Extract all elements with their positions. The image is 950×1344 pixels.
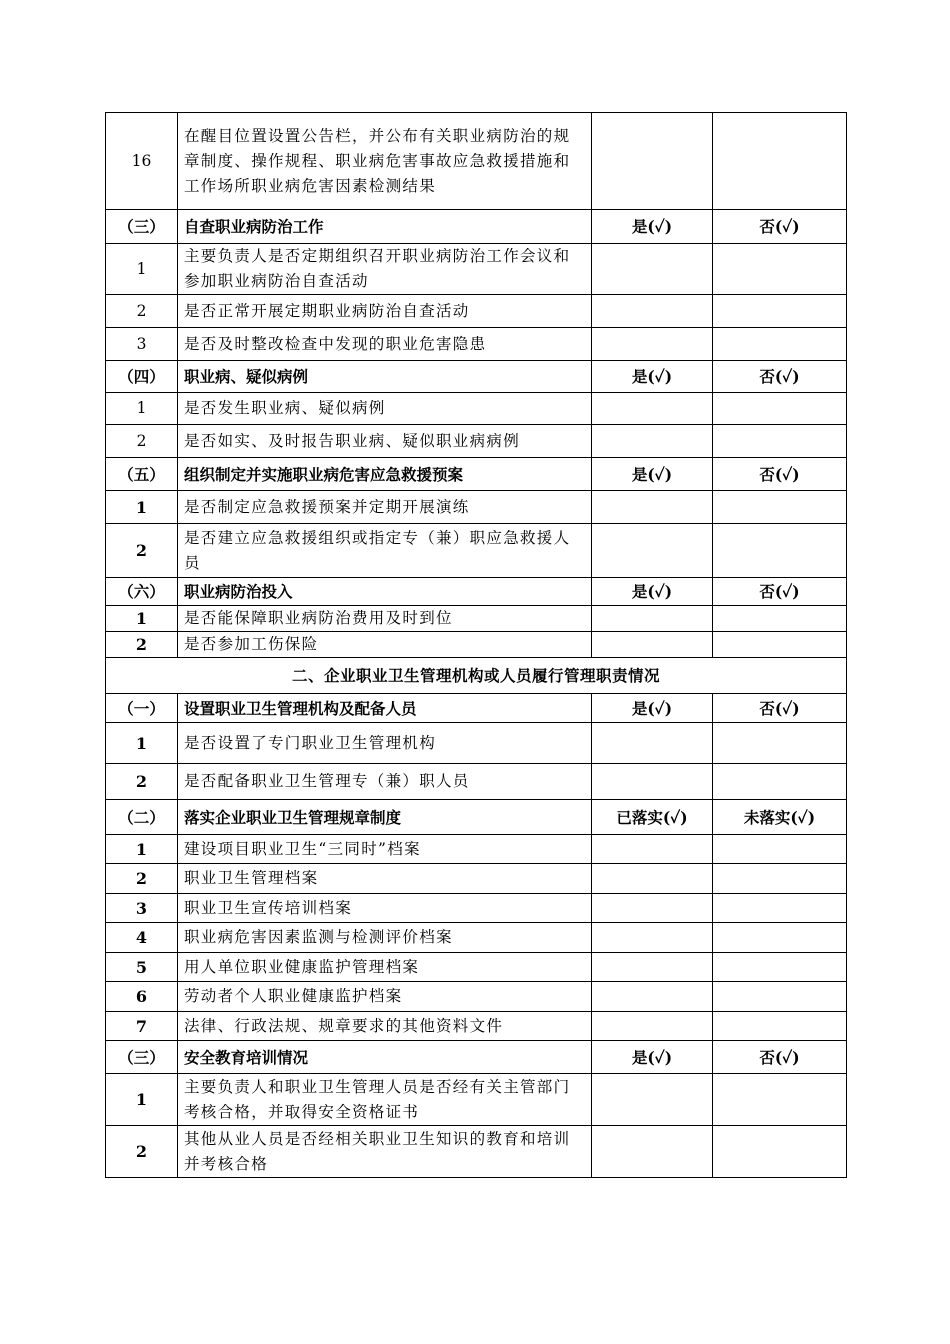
part-title-row	[106, 658, 847, 694]
inspection-table	[105, 112, 847, 1178]
yes-checkbox-cell[interactable]	[592, 393, 713, 425]
yes-checkbox-cell[interactable]	[592, 764, 713, 800]
section-label: （五）	[106, 458, 178, 491]
no-checkbox-cell[interactable]	[713, 524, 847, 578]
item-number: 1	[106, 393, 178, 425]
item-number: 1	[106, 244, 178, 295]
item-text: 主要负责人是否定期组织召开职业病防治工作会议和参加职业病防治自查活动	[178, 244, 592, 295]
yes-checkbox-cell[interactable]	[592, 1012, 713, 1041]
section-label: （三）	[106, 1041, 178, 1074]
yes-checkbox-cell[interactable]	[592, 524, 713, 578]
table-row	[106, 425, 847, 458]
table-row	[106, 1074, 847, 1126]
item-number: 2	[106, 1126, 178, 1178]
table-row	[106, 524, 847, 578]
item-text: 职业病危害因素监测与检测评价档案	[178, 923, 592, 953]
no-checkbox-cell[interactable]	[713, 864, 847, 894]
yes-checkbox-cell[interactable]	[592, 723, 713, 764]
item-number: 2	[106, 295, 178, 328]
no-checkbox-cell[interactable]	[713, 835, 847, 864]
item-text: 是否及时整改检查中发现的职业危害隐患	[178, 328, 592, 361]
yes-column-header: 是(✓)	[592, 694, 713, 723]
no-checkbox-cell[interactable]	[713, 1074, 847, 1126]
section-header-row	[106, 578, 847, 606]
section-title: 自查职业病防治工作	[178, 210, 592, 244]
item-number: 6	[106, 982, 178, 1012]
table-row	[106, 491, 847, 524]
no-checkbox-cell[interactable]	[713, 1126, 847, 1178]
no-checkbox-cell[interactable]	[713, 982, 847, 1012]
no-checkbox-cell[interactable]	[713, 393, 847, 425]
no-checkbox-cell[interactable]	[713, 328, 847, 361]
yes-checkbox-cell[interactable]	[592, 982, 713, 1012]
section-title: 组织制定并实施职业病危害应急救援预案	[178, 458, 592, 491]
no-checkbox-cell[interactable]	[713, 953, 847, 982]
item-text: 是否如实、及时报告职业病、疑似职业病病例	[178, 425, 592, 458]
implemented-column-header: 已落实(✓)	[592, 800, 713, 835]
yes-checkbox-cell[interactable]	[592, 295, 713, 328]
table-row	[106, 835, 847, 864]
item-text: 是否发生职业病、疑似病例	[178, 393, 592, 425]
item-text: 是否建立应急救援组织或指定专（兼）职应急救援人员	[178, 524, 592, 578]
item-text: 其他从业人员是否经相关职业卫生知识的教育和培训并考核合格	[178, 1126, 592, 1178]
table-row	[106, 953, 847, 982]
yes-checkbox-cell[interactable]	[592, 953, 713, 982]
yes-checkbox-cell[interactable]	[592, 835, 713, 864]
no-checkbox-cell[interactable]	[713, 425, 847, 458]
section-title: 安全教育培训情况	[178, 1041, 592, 1074]
item-number: 1	[106, 723, 178, 764]
yes-checkbox-cell[interactable]	[592, 1074, 713, 1126]
yes-column-header: 是(✓)	[592, 210, 713, 244]
table-row	[106, 894, 847, 923]
no-column-header: 否(✓)	[713, 694, 847, 723]
table-row	[106, 864, 847, 894]
no-checkbox-cell[interactable]	[713, 491, 847, 524]
item-text: 是否正常开展定期职业病防治自查活动	[178, 295, 592, 328]
table-row	[106, 393, 847, 425]
item-text: 劳动者个人职业健康监护档案	[178, 982, 592, 1012]
section-header-row	[106, 361, 847, 393]
yes-checkbox-cell[interactable]	[592, 244, 713, 295]
section-header-row	[106, 210, 847, 244]
item-text: 主要负责人和职业卫生管理人员是否经有关主管部门考核合格，并取得安全资格证书	[178, 1074, 592, 1126]
no-checkbox-cell[interactable]	[713, 632, 847, 658]
item-number: 3	[106, 894, 178, 923]
no-checkbox-cell[interactable]	[713, 764, 847, 800]
section-label: （三）	[106, 210, 178, 244]
item-text: 法律、行政法规、规章要求的其他资料文件	[178, 1012, 592, 1041]
yes-checkbox-cell[interactable]	[592, 606, 713, 632]
no-checkbox-cell[interactable]	[713, 244, 847, 295]
section-header-row	[106, 800, 847, 835]
item-number: 1	[106, 491, 178, 524]
part-two-title: 二、企业职业卫生管理机构或人员履行管理职责情况	[106, 658, 847, 694]
section-title: 职业病、疑似病例	[178, 361, 592, 393]
no-checkbox-cell[interactable]	[713, 113, 847, 210]
table-row	[106, 764, 847, 800]
item-text: 是否能保障职业病防治费用及时到位	[178, 606, 592, 632]
section-title: 设置职业卫生管理机构及配备人员	[178, 694, 592, 723]
yes-column-header: 是(✓)	[592, 361, 713, 393]
section-label: （二）	[106, 800, 178, 835]
item-number: 5	[106, 953, 178, 982]
item-number: 1	[106, 1074, 178, 1126]
table-row	[106, 632, 847, 658]
item-number: 2	[106, 764, 178, 800]
not-implemented-column-header: 未落实(✓)	[713, 800, 847, 835]
no-checkbox-cell[interactable]	[713, 894, 847, 923]
section-header-row	[106, 458, 847, 491]
table-row	[106, 328, 847, 361]
yes-checkbox-cell[interactable]	[592, 113, 713, 210]
yes-column-header: 是(✓)	[592, 458, 713, 491]
item-number: 3	[106, 328, 178, 361]
section-label: （六）	[106, 578, 178, 606]
section-label: （四）	[106, 361, 178, 393]
section-title: 落实企业职业卫生管理规章制度	[178, 800, 592, 835]
no-column-header: 否(✓)	[713, 210, 847, 244]
yes-column-header: 是(✓)	[592, 1041, 713, 1074]
table-row	[106, 244, 847, 295]
item-text: 建设项目职业卫生“三同时”档案	[178, 835, 592, 864]
table-row	[106, 923, 847, 953]
no-column-header: 否(✓)	[713, 458, 847, 491]
section-label: （一）	[106, 694, 178, 723]
section-header-row	[106, 1041, 847, 1074]
no-column-header: 否(✓)	[713, 361, 847, 393]
item-number: 7	[106, 1012, 178, 1041]
yes-checkbox-cell[interactable]	[592, 632, 713, 658]
item-number: 1	[106, 606, 178, 632]
table-row	[106, 606, 847, 632]
item-number: 4	[106, 923, 178, 953]
item-text: 是否设置了专门职业卫生管理机构	[178, 723, 592, 764]
item-text: 在醒目位置设置公告栏，并公布有关职业病防治的规章制度、操作规程、职业病危害事故应急救援措施和工作场所职业病危害因素检测结果	[178, 113, 592, 210]
item-text: 职业卫生管理档案	[178, 864, 592, 894]
no-checkbox-cell[interactable]	[713, 1012, 847, 1041]
yes-checkbox-cell[interactable]	[592, 425, 713, 458]
table-row	[106, 295, 847, 328]
yes-checkbox-cell[interactable]	[592, 328, 713, 361]
item-number: 2	[106, 632, 178, 658]
no-checkbox-cell[interactable]	[713, 923, 847, 953]
table-row	[106, 1012, 847, 1041]
yes-checkbox-cell[interactable]	[592, 491, 713, 524]
item-text: 是否制定应急救援预案并定期开展演练	[178, 491, 592, 524]
item-number: 1	[106, 835, 178, 864]
item-number: 2	[106, 524, 178, 578]
no-checkbox-cell[interactable]	[713, 723, 847, 764]
yes-column-header: 是(✓)	[592, 578, 713, 606]
item-text: 是否配备职业卫生管理专（兼）职人员	[178, 764, 592, 800]
item-number: 16	[106, 113, 178, 210]
yes-checkbox-cell[interactable]	[592, 894, 713, 923]
item-text: 是否参加工伤保险	[178, 632, 592, 658]
table-row	[106, 1126, 847, 1178]
table-row	[106, 723, 847, 764]
no-checkbox-cell[interactable]	[713, 295, 847, 328]
item-text: 职业卫生宣传培训档案	[178, 894, 592, 923]
no-column-header: 否(✓)	[713, 1041, 847, 1074]
no-column-header: 否(✓)	[713, 578, 847, 606]
item-number: 2	[106, 864, 178, 894]
table-row	[106, 982, 847, 1012]
section-title: 职业病防治投入	[178, 578, 592, 606]
item-number: 2	[106, 425, 178, 458]
section-header-row	[106, 694, 847, 723]
item-text: 用人单位职业健康监护管理档案	[178, 953, 592, 982]
no-checkbox-cell[interactable]	[713, 606, 847, 632]
table-row	[106, 113, 847, 210]
yes-checkbox-cell[interactable]	[592, 923, 713, 953]
yes-checkbox-cell[interactable]	[592, 864, 713, 894]
yes-checkbox-cell[interactable]	[592, 1126, 713, 1178]
